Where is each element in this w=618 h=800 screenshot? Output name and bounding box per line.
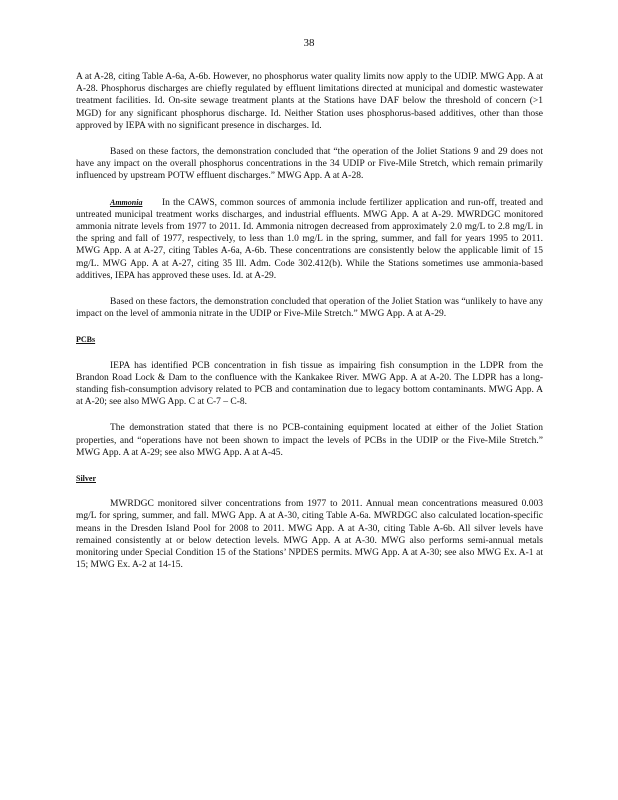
paragraph-phosphorus-continued: A at A-28, citing Table A-6a, A-6b. However, no phosphorus water quality limits now apply to the UDIP. MWG App. A at A-28. Phosphorus discharges are chiefly regulated by effluent limitations directed at municipal and domestic wastewater treatment facilities. Id. On-site sewage treatment plants at the Stations have DAF below the threshold of concern (>1 MGD) for any significant phosphorus discharge. Id. Neither Station uses phosphorus-based additives, other than those approved by IEPA with no significant presence in discharges. Id. [76, 72, 543, 131]
document-body [76, 71, 543, 586]
ammonia-text: In the CAWS, common sources of ammonia include fertilizer application and run-off, treated and untreated municipal treatment works discharges, and industrial effluents. MWG App. A at A-29. MWRDGC monitored ammonia nitrate levels from 1977 to 2011. Id. Ammonia nitrogen decreased from approximately 2.0 mg/L to 2.8 mg/L in the spring and fall of 1977, respectively, to less than 1.0 mg/L in the spring, summer, and fall for years 1995 to 2011. MWG App. A at A-27, citing Tables A-6a, A-6b. These concentrations are consistently below the applicable limit of 15 mg/L. MWG App. A at A-27, citing 35 Ill. Adm. Code 302.412(b). While the Stations sometimes use ammonia-based additives, IEPA has approved these uses. Id. at A-29. [76, 197, 544, 281]
paragraph-phosphorus-conclusion: Based on these factors, the demonstration concluded that “the operation of the Joliet Stations 9 and 29 does not have any impact on the overall phosphorus concentrations in the 34 UDIP or Five-Mile Stretch, which remain primarily influenced by upstream POTW effluent discharges.” MWG App. A at A-28. [76, 147, 543, 182]
runin-gap [142, 198, 162, 208]
section-heading-pcbs: PCBs [76, 335, 96, 345]
paragraph-ammonia-conclusion: Based on these factors, the demonstration concluded that operation of the Joliet Station was “unlikely to have any impact on the level of ammonia nitrate in the UDIP or Five-Mile Stretch.” MWG App. A at A-29. [76, 297, 543, 320]
paragraph-pcbs-2: The demonstration stated that there is no PCB-containing equipment located at either of the Joliet Station properties, and “operations have not been shown to impact the levels of PCBs in the UDIP or the Five-Mile Stretch.” MWG App. A at A-29; see also MWG App. A at A-45. [76, 423, 543, 458]
page-number: 38 [303, 37, 315, 49]
paragraph-pcbs-1: IEPA has identified PCB concentration in fish tissue as impairing fish consumption in the LDPR from the Brandon Road Lock & Dam to the confluence with the Kankakee River. MWG App. A at A-20. The LDPR has a long-standing fish-consumption advisory related to PCB and contamination due to legacy bottom contaminants. MWG App. A at A-20; see also MWG App. C at C-7 – C-8. [76, 360, 543, 408]
ammonia-heading: Ammonia [110, 197, 143, 207]
section-heading-silver: Silver [76, 474, 96, 484]
paragraph-ammonia [76, 197, 543, 282]
paragraph-silver: MWRDGC monitored silver concentrations from 1977 to 2011. Annual mean concentrations measured 0.003 mg/L for spring, summer, and fall. MWG App. A at A-30, citing Table A-6a. MWRDGC also calculated location-specific means in the Dresden Island Pool for 2008 to 2011. MWG App. A at A-30, citing Table A-6b. All silver levels have remained consistently at or below detection levels. MWG App. A at A-30. MWG also performs semi-annual metals monitoring under Special Condition 15 of the Stations’ NPDES permits. MWG App. A at A-30; see also MWG Ex. A-1 at 15; MWG Ex. A-2 at 14-15. [76, 499, 543, 571]
